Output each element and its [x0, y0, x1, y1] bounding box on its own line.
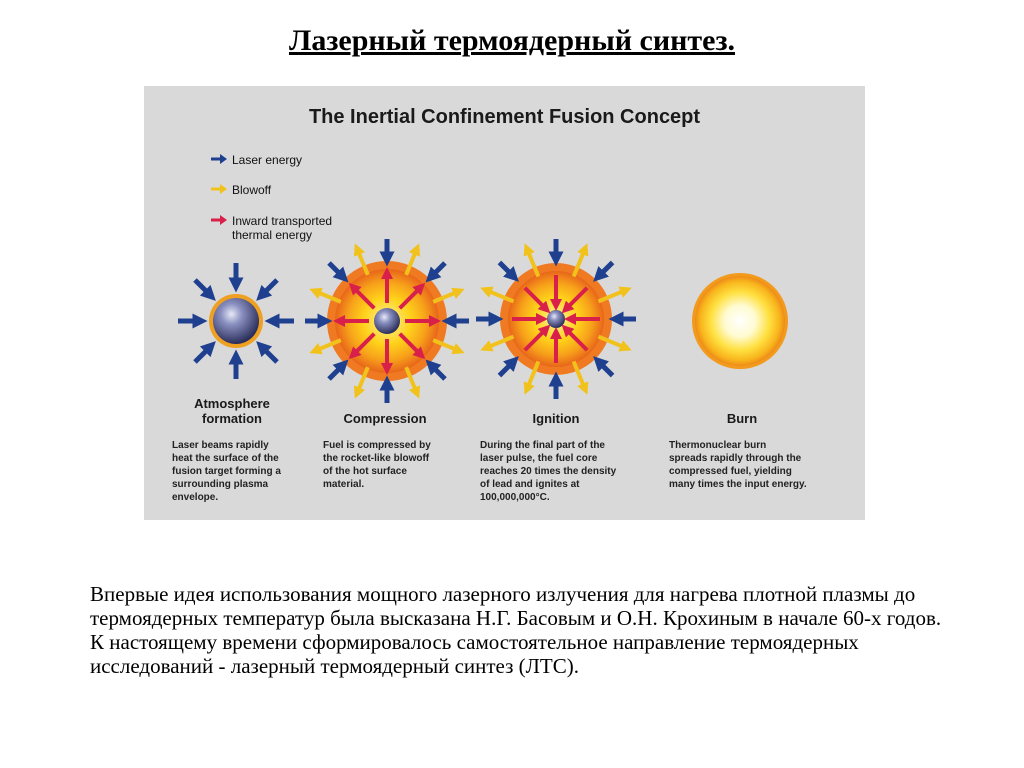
desc-line: fusion target forming a [172, 466, 281, 477]
desc-line: reaches 20 times the density [480, 466, 617, 477]
stage-ignition-graphic [476, 239, 636, 399]
legend-label-line1: Inward transported [232, 214, 333, 228]
laser-energy-arrow [598, 361, 612, 375]
desc-line: the rocket-like blowoff [323, 453, 430, 464]
stage-name-line1: Atmosphere [194, 396, 270, 411]
desc-line: surrounding plasma [172, 479, 269, 490]
laser-energy-arrow [195, 280, 211, 296]
legend-label: Blowoff [232, 183, 272, 197]
legend-label: Laser energy [232, 153, 303, 167]
stage-atmosphere-graphic [178, 263, 294, 379]
laser-energy-arrow [598, 262, 612, 276]
desc-line: many times the input energy. [669, 479, 807, 490]
fuel-target-sphere [213, 298, 259, 344]
stage-name-ignition: Ignition [532, 411, 580, 426]
desc-line: laser pulse, the fuel core [480, 453, 598, 464]
legend-laser-energy [210, 153, 302, 167]
stage-burn-graphic [692, 273, 788, 369]
laser-energy-arrow [329, 263, 343, 277]
laser-energy-arrow [431, 365, 445, 379]
desc-line: envelope. [172, 492, 219, 503]
desc-line: material. [323, 479, 365, 490]
laser-energy-arrow [261, 346, 277, 362]
stage-name-line2: formation [202, 411, 262, 426]
burn-fireball [695, 276, 785, 366]
figure-title: The Inertial Confinement Fusion Concept [308, 106, 701, 128]
desc-line: spreads rapidly through the [669, 453, 802, 464]
stage-name-atmosphere [152, 396, 312, 426]
stage-name-burn: Burn [726, 411, 758, 426]
compressed-core [374, 308, 400, 334]
stage-compression-graphic [305, 239, 469, 403]
legend-blowoff [210, 183, 271, 197]
desc-line: of lead and ignites at [480, 479, 580, 490]
laser-energy-arrow [431, 263, 445, 277]
desc-line: During the final part of the [480, 440, 605, 451]
desc-line: heat the surface of the [172, 453, 279, 464]
stage-desc-ignition [480, 439, 655, 504]
laser-energy-arrow [195, 346, 211, 362]
legend-label-line2: thermal energy [232, 228, 313, 242]
legend-label [232, 214, 332, 242]
laser-energy-arrow [261, 280, 277, 296]
body-paragraph: Впервые идея использования мощного лазерного излучения для нагрева плотной плазмы до термоядерных температур была высказана Н.Г. Басовым и О.Н. Крохиным в начале 60-х годов. К настоящему времени сформировалось самостоятельное направление термоядерных исследований - лазерный термоядерный синтез (ЛТС). [90, 582, 942, 678]
laser-energy-arrow [329, 365, 343, 379]
desc-line: 100,000,000°C. [480, 492, 550, 503]
icf-concept-figure [144, 86, 865, 520]
desc-line: Laser beams rapidly [172, 440, 269, 451]
ignited-core [547, 310, 565, 328]
slide-title: Лазерный термоядерный синтез. [288, 24, 736, 57]
desc-line: Thermonuclear burn [669, 440, 767, 451]
desc-line: of the hot surface [323, 466, 407, 477]
desc-line: Fuel is compressed by [323, 440, 431, 451]
desc-line: compressed fuel, yielding [669, 466, 792, 477]
stage-desc-atmosphere [172, 439, 332, 504]
stage-desc-burn [669, 439, 849, 491]
laser-energy-arrow [499, 361, 513, 375]
legend-thermal-energy [210, 214, 332, 242]
laser-energy-arrow [499, 262, 513, 276]
stage-name-compression: Compression [343, 411, 427, 426]
stage-desc-compression [323, 439, 483, 491]
